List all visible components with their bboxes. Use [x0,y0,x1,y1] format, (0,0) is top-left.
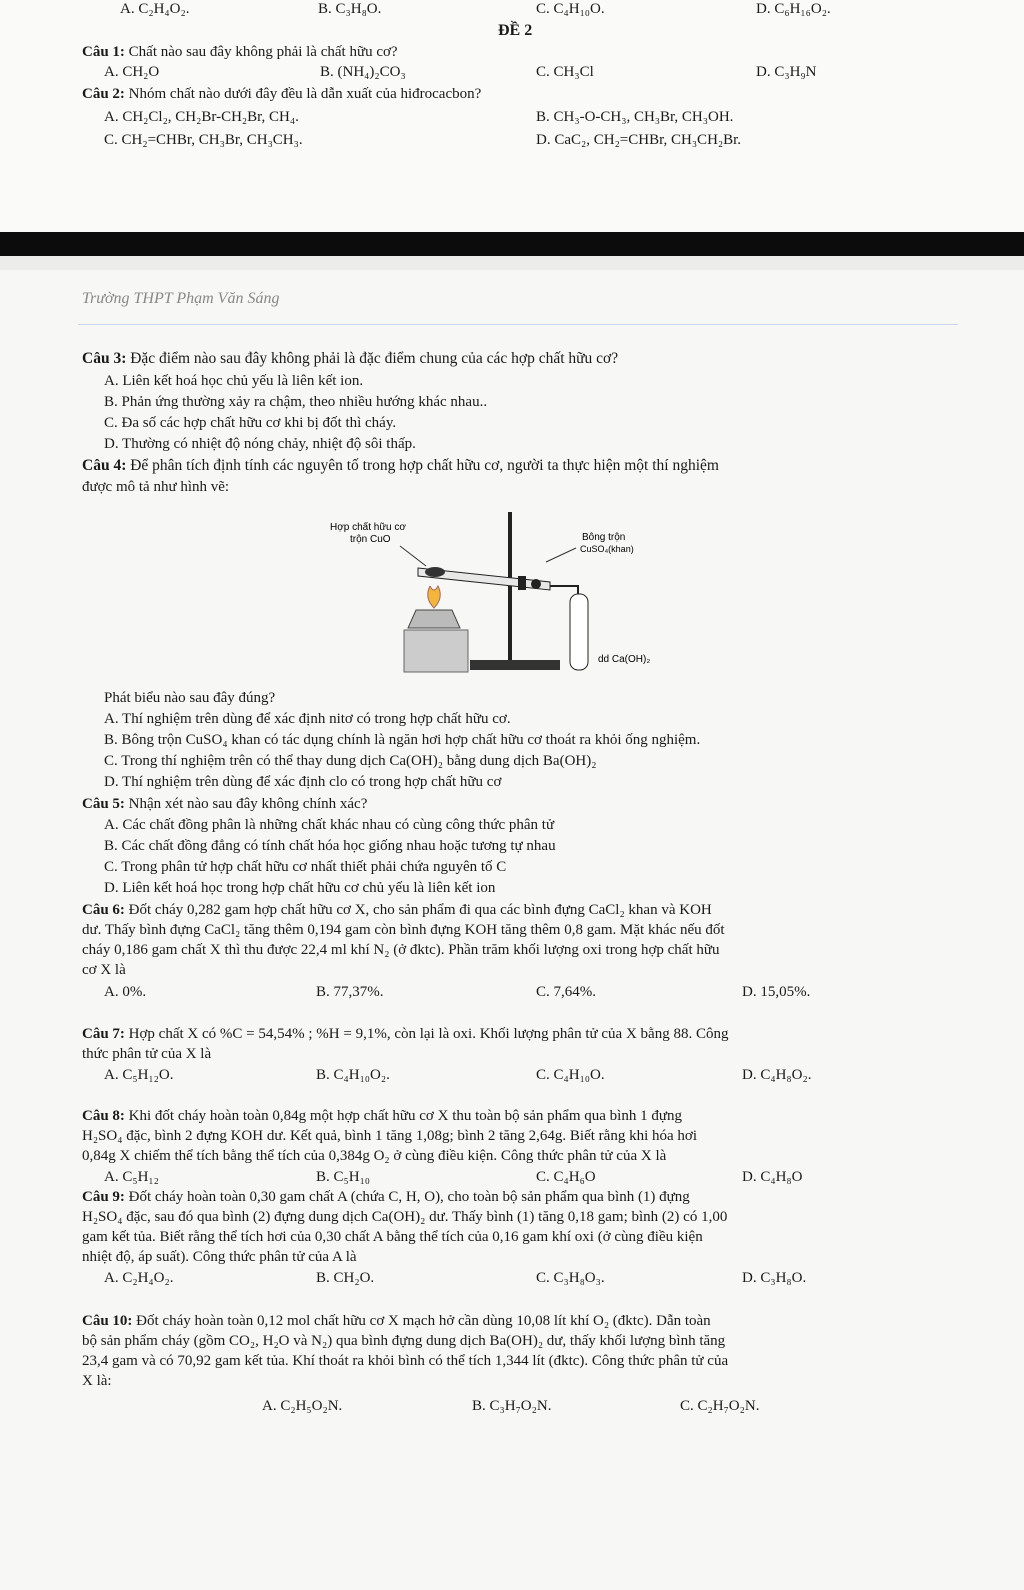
gray-gap [0,256,1024,270]
q6-line-3: cháy 0,186 gam chất X thì thu được 22,4 ml khí N₂ (ở đktc). Phần trăm khối lượng oxi trong hợp chất hữu [82,942,720,958]
q6-line-2: dư. Thấy bình đựng CaCl₂ tăng thêm 0,194 gam còn bình đựng KOH tăng thêm 0,8 gam. Mặt khác nếu đốt [82,922,725,938]
exam-title: ĐỀ 2 [498,22,533,39]
q1-option-d: D. C₃H₉N [756,64,817,80]
stand-base [470,660,560,670]
q6-line-4: cơ X là [82,962,126,978]
q7-option-a: A. C₅H₁₂O. [104,1067,174,1083]
fig-label-caoh2: dd Ca(OH)₂ [598,654,651,665]
q10-option-c: C. C₂H₇O₂N. [680,1398,760,1414]
option-a: A. C₂H₄O₂. [120,1,190,17]
q3-option-c: C. Đa số các hợp chất hữu cơ khi bị đốt thì cháy. [104,415,397,431]
fig-label-cotton: Bông trộn [582,532,626,543]
q9-option-b: B. CH₂O. [316,1270,375,1286]
q6-option-a: A. 0%. [104,984,147,1000]
burner [408,610,460,628]
q8-option-a: A. C₅H₁₂ [104,1169,159,1185]
q2-option-b: B. CH₃-O-CH₃, CH₃Br, CH₃OH. [536,109,734,125]
fig-label-cuso4: CuSO₄(khan) [580,544,634,554]
q5-option-b: B. Các chất đồng đẳng có tính chất hóa học giống nhau hoặc tương tự nhau [104,838,556,854]
question-2: Câu 2: Nhóm chất nào dưới đây đều là dẫn xuất của hiđrocacbon? [82,86,482,102]
question-3: Câu 3: Đặc điểm nào sau đây không phải là đặc điểm chung của các hợp chất hữu cơ? [82,350,619,367]
q4-line-2: được mô tả như hình vẽ: [82,479,230,495]
q7-line-2: thức phân tử của X là [82,1046,212,1062]
question-5: Câu 5: Nhận xét nào sau đây không chính xác? [82,796,368,812]
q3-option-a: A. Liên kết hoá học chủ yếu là liên kết ion. [104,373,364,389]
q3-option-d: D. Thường có nhiệt độ nóng chảy, nhiệt độ sôi thấp. [104,436,416,452]
question-10: Câu 10: Đốt cháy hoàn toàn 0,12 mol chất hữu cơ X mạch hở cần dùng 10,08 lít khí O₂ (đktc). Dẫn toàn [82,1313,711,1329]
q1-option-a: A. CH₂O [104,64,160,80]
q10-line-2: bộ sản phẩm cháy (gồm CO₂, H₂O và N₂) qua bình đựng dung dịch Ba(OH)₂ dư, thấy khối lượng bình tăng [82,1333,726,1349]
q2-option-d: D. CaC₂, CH₂=CHBr, CH₃CH₂Br. [536,132,742,148]
q1-option-b: B. (NH₄)₂CO₃ [320,64,406,80]
q2-option-a: A. CH₂Cl₂, CH₂Br-CH₂Br, CH₄. [104,109,299,125]
black-divider-band [0,232,1024,256]
question-7: Câu 7: Hợp chất X có %C = 54,54% ; %H = 9,1%, còn lại là oxi. Khối lượng phân tử của X bằng 88. Công [82,1026,729,1042]
q7-option-d: D. C₄H₈O₂. [742,1067,812,1083]
q4-option-b: B. Bông trộn CuSO₄ khan có tác dụng chính là ngăn hơi hợp chất hữu cơ thoát ra khỏi ống nghiệm. [104,732,701,748]
q4-question: Phát biểu nào sau đây đúng? [104,690,276,706]
q6-option-d: D. 15,05%. [742,984,811,1000]
q8-option-c: C. C₄H₆O [536,1169,596,1185]
experiment-figure [300,510,700,688]
q8-option-b: B. C₅H₁₀ [316,1169,371,1185]
q10-option-a: A. C₂H₅O₂N. [262,1398,343,1414]
flame [428,586,441,608]
q9-line-2: H₂SO₄ đặc, sau đó qua bình (2) đựng dung dịch Ca(OH)₂ dư. Thấy bình (1) tăng 0,18 gam; bình (2) có 1,00 [82,1209,728,1225]
receiving-tube [570,594,588,670]
question-9: Câu 9: Đốt cháy hoàn toàn 0,30 gam chất A (chứa C, H, O), cho toàn bộ sản phẩm qua bình (1) đựng [82,1189,690,1205]
q5-option-a: A. Các chất đồng phân là những chất khác nhau có cùng công thức phân tử [104,817,555,833]
q9-line-4: nhiệt độ, áp suất). Công thức phân tử của A là [82,1249,357,1265]
question-6: Câu 6: Đốt cháy 0,282 gam hợp chất hữu cơ X, cho sản phẩm đi qua các bình đựng CaCl₂ khan và KOH [82,902,712,918]
q8-line-3: 0,84g X chiếm thể tích bằng thể tích của 0,384g O₂ ở cùng điều kiện. Công thức phân tử của X là [82,1148,667,1164]
option-b: B. C₃H₈O. [318,1,382,17]
q8-line-2: H₂SO₄ đặc, bình 2 đựng KOH dư. Kết quả, bình 1 tăng 1,08g; bình 2 tăng 2,64g. Biết rằng khi hóa hơi [82,1128,697,1144]
q9-line-3: gam kết tủa. Biết rằng thể tích hơi của 0,30 chất A bằng thể tích của 0,16 gam khí oxi (ở cùng điều kiện [82,1229,703,1245]
leader-line [400,546,426,566]
q7-option-c: C. C₄H₁₀O. [536,1067,605,1083]
q9-option-c: C. C₃H₈O₃. [536,1270,605,1286]
cotton-plug [531,579,541,589]
school-name: Trường THPT Phạm Văn Sáng [82,290,280,307]
fig-label-cuo: trộn CuO [350,534,391,545]
q8-option-d: D. C₄H₈O [742,1169,803,1185]
q10-line-4: X là: [82,1373,112,1389]
burner-stand [404,630,468,672]
q7-option-b: B. C₄H₁₀O₂. [316,1067,390,1083]
q1-option-c: C. CH₃Cl [536,64,594,80]
q5-option-d: D. Liên kết hoá học trong hợp chất hữu cơ chủ yếu là liên kết ion [104,880,496,896]
option-d: D. C₆H₁₆O₂. [756,1,831,17]
q9-option-d: D. C₃H₈O. [742,1270,807,1286]
q10-line-3: 23,4 gam và có 70,92 gam kết tủa. Khí thoát ra khỏi bình có thể tích 1,344 lít (đktc). Công thức phân tử của [82,1353,729,1369]
q6-option-b: B. 77,37%. [316,984,384,1000]
q6-option-c: C. 7,64%. [536,984,596,1000]
leader-line [546,548,576,562]
q10-option-b: B. C₃H₇O₂N. [472,1398,552,1414]
q4-option-d: D. Thí nghiệm trên dùng để xác định clo có trong hợp chất hữu cơ [104,774,502,790]
clamp [518,576,526,590]
question-1: Câu 1: Chất nào sau đây không phải là chất hữu cơ? [82,44,398,60]
q5-option-c: C. Trong phân tử hợp chất hữu cơ nhất thiết phải chứa nguyên tố C [104,859,507,875]
option-c: C. C₄H₁₀O. [536,1,605,17]
question-4: Câu 4: Để phân tích định tính các nguyên tố trong hợp chất hữu cơ, người ta thực hiện một thí nghiệm [82,457,719,474]
q2-option-c: C. CH₂=CHBr, CH₃Br, CH₃CH₃. [104,132,303,148]
fig-label-compound: Hợp chất hữu cơ [330,522,406,533]
q4-option-c: C. Trong thí nghiệm trên có thể thay dung dịch Ca(OH)₂ bằng dung dịch Ba(OH)₂ [104,753,597,769]
stand-rod [508,512,512,662]
question-8: Câu 8: Khi đốt cháy hoàn toàn 0,84g một hợp chất hữu cơ X thu toàn bộ sản phẩm qua bình 1 đựng [82,1108,682,1124]
sample [425,567,445,577]
q4-option-a: A. Thí nghiệm trên dùng để xác định nitơ có trong hợp chất hữu cơ. [104,711,511,727]
q3-option-b: B. Phản ứng thường xảy ra chậm, theo nhiều hướng khác nhau.. [104,394,488,410]
q9-option-a: A. C₂H₄O₂. [104,1270,174,1286]
header-rule [78,324,958,325]
